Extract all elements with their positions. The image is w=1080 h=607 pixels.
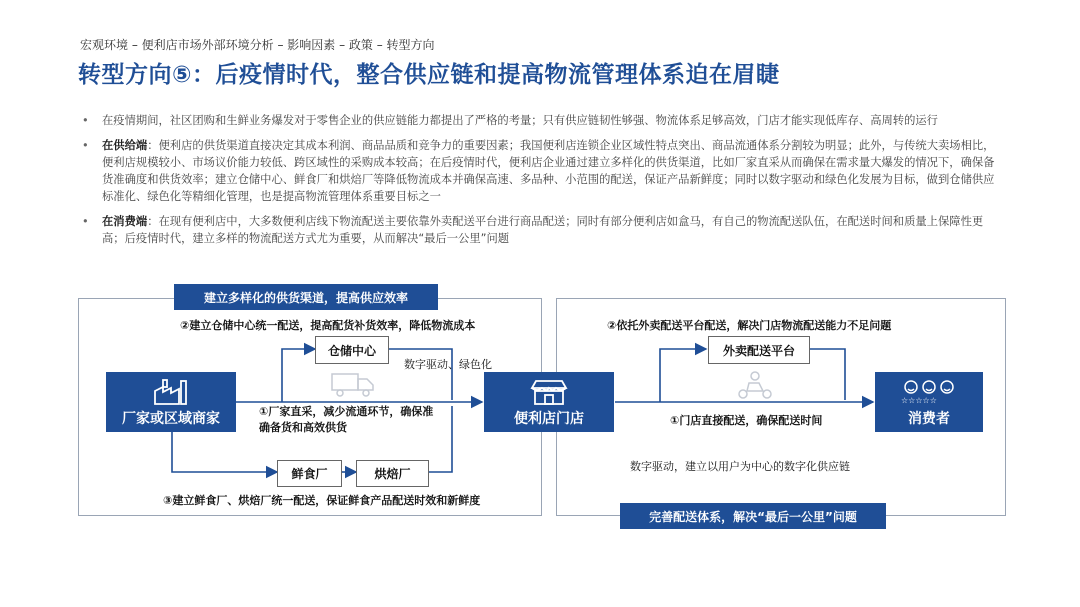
delivery-banner: 完善配送体系，解决“最后一公里”问题 (620, 503, 886, 529)
manufacturer-node (106, 372, 236, 432)
bullet-text: ：便利店的供货渠道直接决定其成本利润、商品品质和竞争力的重要因素；我国便利店连锁企业区域性特点突出、商品流通体系分割较为明显；此外，与传统大卖场相比，便利店规模较小、市场议价能力较低、跨区域性的采购成本较高；在后疫情时代，便利店企业通过建立多样化的供货渠道，比如厂家直采从而确保在需求量大爆发的情况下，确保备货准确度和供货效率；建立仓储中心、鲜食厂和烘焙厂等降低物流成本并确保高速、多品种、小范围的配送，保证产品新鲜度；同时以数字驱动和绿色化发展为目标，做到仓储供应标准化、绿色化等精细化管理，也是提高物流管理体系重要目标之一 (102, 139, 995, 203)
store-label: 便利店门店 (514, 411, 584, 427)
supply-note-direct: ①厂家直采，减少流通环节，确保准确备货和高效供货 (259, 405, 434, 434)
breadcrumb: 宏观环境 – 便利店市场外部环境分析 – 影响因素 – 政策 – 转型方向 (80, 38, 435, 52)
customer-rating-icon (899, 379, 959, 405)
consumer-label: 消费者 (908, 411, 950, 427)
supply-banner: 建立多样化的供货渠道，提高供应效率 (174, 284, 438, 310)
bullet-lead: 在消费端 (102, 215, 148, 228)
store-icon (529, 379, 569, 405)
truck-icon (330, 370, 376, 400)
bullet-lead: 在供给端 (102, 139, 148, 152)
supply-note-warehouse: ②建立仓储中心统一配送，提高配货补货效率，降低物流成本 (180, 319, 476, 332)
bakery-node (356, 460, 429, 487)
warehouse-node (315, 336, 389, 364)
digital-green-note: 数字驱动、绿色化 (404, 358, 492, 371)
bullet-text: ：在现有便利店中，大多数便利店线下物流配送主要依靠外卖配送平台进行商品配送；同时有部分便利店如盒马，有自己的物流配送队伍，在配送时间和质量上保障性更高；后疫情时代，建立多样的物流配送方式尤为重要，从而解决“最后一公里”问题 (102, 215, 984, 245)
factory-icon (151, 379, 191, 405)
bakery-label: 烘焙厂 (374, 467, 411, 481)
fresh-factory-node (277, 460, 342, 487)
bullet-text: 在疫情期间，社区团购和生鲜业务爆发对于零售企业的供应链能力都提出了严格的考量；只有供应链韧性够强、物流体系足够高效，门店才能实现低库存、高周转的运行 (102, 114, 938, 127)
manufacturer-label: 厂家或区域商家 (122, 411, 220, 427)
delivery-note-platform: ②依托外卖配送平台配送，解决门店物流配送能力不足问题 (607, 319, 892, 332)
supply-note-fresh: ③建立鲜食厂、烘焙厂统一配送，保证鲜食产品配送时效和新鲜度 (163, 494, 481, 507)
fresh-factory-label: 鲜食厂 (291, 467, 328, 481)
svg-text:☆☆☆☆☆: ☆☆☆☆☆ (901, 396, 937, 405)
delivery-platform-node (708, 336, 810, 364)
delivery-note-direct: ①门店直接配送，确保配送时间 (670, 414, 823, 427)
delivery-platform-label: 外卖配送平台 (722, 343, 795, 358)
consumer-node (875, 372, 983, 432)
warehouse-label: 仓储中心 (327, 343, 376, 358)
digital-supply-note: 数字驱动，建立以用户为中心的数字化供应链 (630, 460, 850, 473)
store-node (484, 372, 614, 432)
courier-icon (735, 370, 775, 400)
page-title: 转型方向⑤：后疫情时代，整合供应链和提高物流管理体系迫在眉睫 (78, 62, 780, 88)
